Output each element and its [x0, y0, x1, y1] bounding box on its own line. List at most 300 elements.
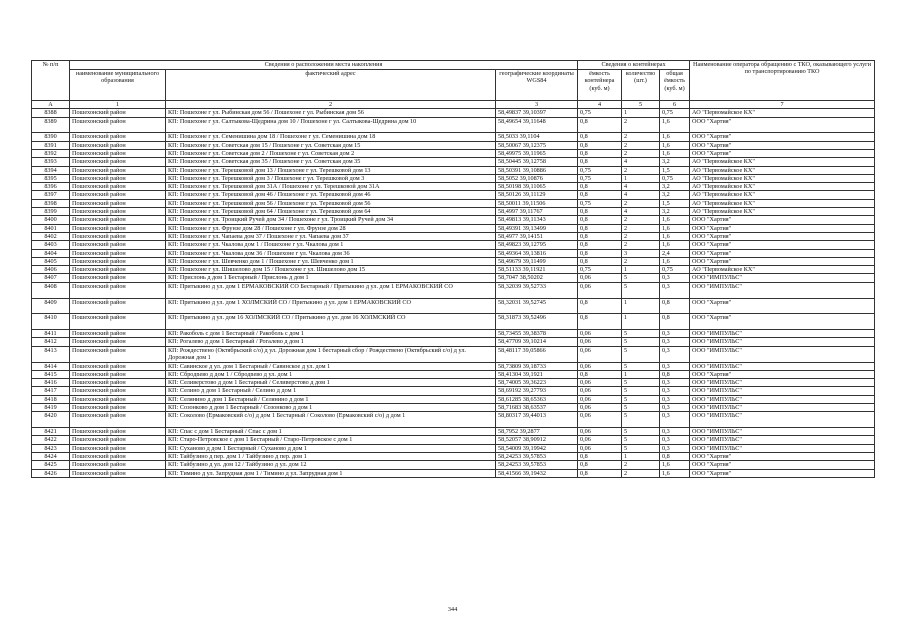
- cell-count: 5: [622, 338, 660, 346]
- cell-number: 8400: [32, 216, 70, 224]
- cell-number: 8426: [32, 469, 70, 477]
- cell-capacity: 0,75: [578, 266, 622, 274]
- cell-coordinates: 58,74005 39,36223: [496, 379, 578, 387]
- cell-operator: ООО "ИМПУЛЬС": [690, 338, 875, 346]
- cell-coordinates: 58,41566 39,19432: [496, 469, 578, 477]
- cell-operator: ООО "ИМПУЛЬС": [690, 346, 875, 362]
- cell-address: КП: Пошехоне г ул. Рыбинская дом 56 / Пошехоне г ул. Рыбинская дом 56: [166, 109, 496, 117]
- cell-municipality: Пошехонский район: [70, 183, 166, 191]
- cell-coordinates: 58,50445 39,12758: [496, 158, 578, 166]
- cell-number: 8392: [32, 149, 70, 157]
- cell-capacity: 0,06: [578, 338, 622, 346]
- cell-total-volume: 0,3: [660, 395, 690, 403]
- table-row: [32, 444, 875, 452]
- table-row: [32, 149, 875, 157]
- cell-total-volume: 0,3: [660, 330, 690, 338]
- cell-municipality: Пошехонский район: [70, 241, 166, 249]
- cell-count: 2: [622, 166, 660, 174]
- cell-number: 8425: [32, 461, 70, 469]
- cell-total-volume: 0,8: [660, 314, 690, 330]
- cell-capacity: 0,8: [578, 191, 622, 199]
- cell-operator: ООО "Хартия": [690, 216, 875, 224]
- cell-capacity: 0,8: [578, 370, 622, 378]
- cell-coordinates: 58,32031 39,52745: [496, 298, 578, 314]
- cell-operator: ООО "Хартия": [690, 232, 875, 240]
- cell-municipality: Пошехонский район: [70, 428, 166, 436]
- cell-count: 5: [622, 379, 660, 387]
- cell-count: 1: [622, 452, 660, 460]
- cell-operator: ООО "Хартия": [690, 298, 875, 314]
- column-index-cell: 6: [660, 101, 690, 109]
- cell-coordinates: 58,49679 39,11499: [496, 257, 578, 265]
- table-row: [32, 158, 875, 166]
- cell-count: 4: [622, 158, 660, 166]
- cell-municipality: Пошехонский район: [70, 412, 166, 428]
- cell-address: КП: Пошехоне г ул. Шевченко дом 1 / Пошехоне г ул. Шевченко дом 1: [166, 257, 496, 265]
- column-index-cell: 4: [578, 101, 622, 109]
- cell-capacity: 0,8: [578, 117, 622, 133]
- cell-count: 2: [622, 133, 660, 141]
- table-row: [32, 395, 875, 403]
- cell-municipality: Пошехонский район: [70, 149, 166, 157]
- cell-total-volume: 0,3: [660, 436, 690, 444]
- cell-total-volume: 3,2: [660, 183, 690, 191]
- cell-number: 8423: [32, 444, 70, 452]
- cell-coordinates: 58,41304 39,1921: [496, 370, 578, 378]
- table-row: [32, 224, 875, 232]
- cell-coordinates: 58,52057 38,90912: [496, 436, 578, 444]
- cell-coordinates: 58,50198 39,11065: [496, 183, 578, 191]
- table-row: [32, 412, 875, 428]
- cell-count: 1: [622, 174, 660, 182]
- cell-coordinates: 58,4997 39,11767: [496, 208, 578, 216]
- cell-address: КП: Тайбузино д пер. дом 1 / Тайбузино д пер. дом 1: [166, 452, 496, 460]
- cell-coordinates: 58,51133 39,11921: [496, 266, 578, 274]
- cell-capacity: 0,75: [578, 174, 622, 182]
- cell-total-volume: 0,3: [660, 444, 690, 452]
- cell-number: 8411: [32, 330, 70, 338]
- cell-total-volume: 1,6: [660, 133, 690, 141]
- cell-municipality: Пошехонский район: [70, 232, 166, 240]
- table-row: [32, 174, 875, 182]
- cell-address: КП: Тайбузино д ул. дом 12 / Тайбузино д ул. дом 12: [166, 461, 496, 469]
- cell-operator: АО "Первомайское КХ": [690, 266, 875, 274]
- cell-capacity: 0,75: [578, 166, 622, 174]
- header-count: количество (шт.): [622, 70, 660, 101]
- cell-count: 5: [622, 387, 660, 395]
- cell-municipality: Пошехонский район: [70, 141, 166, 149]
- cell-coordinates: 58,49813 39,11343: [496, 216, 578, 224]
- cell-total-volume: 0,75: [660, 266, 690, 274]
- cell-coordinates: 58,49823 39,12795: [496, 241, 578, 249]
- cell-address: КП: Селино д дом 1 Бестарный / Селино д дом 1: [166, 387, 496, 395]
- cell-operator: АО "Первомайское КХ": [690, 208, 875, 216]
- cell-municipality: Пошехонский район: [70, 362, 166, 370]
- cell-operator: АО "Первомайское КХ": [690, 199, 875, 207]
- cell-address: КП: Притыкино д ул. дом 1 ХОЛМСКИЙ СО / Притыкино д ул. дом 1 ЕРМАКОВСКИЙ СО: [166, 298, 496, 314]
- cell-number: 8405: [32, 257, 70, 265]
- cell-count: 5: [622, 330, 660, 338]
- table-row: [32, 133, 875, 141]
- cell-municipality: Пошехонский район: [70, 199, 166, 207]
- cell-address: КП: Рождествено (Октябрьский с/о) д ул. Дорожная дом 1 бестарный сбор / Рождествено (Октябрьский с/о) д ул. Дорожная дом 1: [166, 346, 496, 362]
- column-index-cell: А: [32, 101, 70, 109]
- cell-operator: ООО "Хартия": [690, 370, 875, 378]
- cell-number: 8397: [32, 191, 70, 199]
- header-capacity: ёмкость контейнера (куб. м): [578, 70, 622, 101]
- table-row: [32, 282, 875, 298]
- column-index-cell: 7: [690, 101, 875, 109]
- cell-count: 2: [622, 149, 660, 157]
- table-row: [32, 257, 875, 265]
- header-location-group: Сведения о расположении места накопления: [70, 61, 578, 70]
- table-row: [32, 183, 875, 191]
- cell-operator: ООО "Хартия": [690, 117, 875, 133]
- cell-address: КП: Рогалево д дом 1 Бестарный / Рогалево д дом 1: [166, 338, 496, 346]
- cell-number: 8393: [32, 158, 70, 166]
- cell-number: 8410: [32, 314, 70, 330]
- cell-coordinates: 58,48117 39,05866: [496, 346, 578, 362]
- cell-municipality: Пошехонский район: [70, 117, 166, 133]
- cell-address: КП: Савинское д ул. дом 1 Бестарный / Савинское д ул. дом 1: [166, 362, 496, 370]
- cell-address: КП: Пошехоне г ул. Чкалова дом 1 / Пошехоне г ул. Чкалова дом 1: [166, 241, 496, 249]
- cell-coordinates: 58,61285 38,65363: [496, 395, 578, 403]
- cell-municipality: Пошехонский район: [70, 395, 166, 403]
- cell-count: 2: [622, 461, 660, 469]
- column-index-cell: 3: [496, 101, 578, 109]
- cell-capacity: 0,06: [578, 412, 622, 428]
- cell-coordinates: 58,5033 39,1104: [496, 133, 578, 141]
- table-row: [32, 379, 875, 387]
- cell-address: КП: Пошехоне г ул. Советская дом 15 / Пошехоне г ул. Советская дом 15: [166, 141, 496, 149]
- cell-total-volume: 0,3: [660, 338, 690, 346]
- cell-capacity: 0,8: [578, 133, 622, 141]
- header-num: № п/п: [32, 61, 70, 101]
- table-row: [32, 428, 875, 436]
- table-row: [32, 249, 875, 257]
- cell-operator: ООО "ИМПУЛЬС": [690, 395, 875, 403]
- cell-municipality: Пошехонский район: [70, 404, 166, 412]
- cell-number: 8390: [32, 133, 70, 141]
- cell-coordinates: 58,50391 39,10886: [496, 166, 578, 174]
- cell-address: КП: Пошехоне г ул. Советская дом 2 / Пошехоне г ул. Советская дом 2: [166, 149, 496, 157]
- cell-coordinates: 58,80317 39,44013: [496, 412, 578, 428]
- cell-count: 5: [622, 282, 660, 298]
- cell-municipality: Пошехонский район: [70, 461, 166, 469]
- cell-count: 5: [622, 412, 660, 428]
- cell-coordinates: 58,32039 39,52733: [496, 282, 578, 298]
- table-row: [32, 436, 875, 444]
- cell-municipality: Пошехонский район: [70, 469, 166, 477]
- cell-number: 8395: [32, 174, 70, 182]
- cell-total-volume: 2,4: [660, 249, 690, 257]
- cell-count: 5: [622, 436, 660, 444]
- cell-address: КП: Старо-Петровское с дом 1 Бестарный / Старо-Петровское с дом 1: [166, 436, 496, 444]
- cell-count: 2: [622, 257, 660, 265]
- cell-number: 8414: [32, 362, 70, 370]
- cell-capacity: 0,8: [578, 158, 622, 166]
- cell-number: 8406: [32, 266, 70, 274]
- cell-count: 2: [622, 469, 660, 477]
- cell-coordinates: 58,50011 39,11506: [496, 199, 578, 207]
- cell-operator: ООО "ИМПУЛЬС": [690, 428, 875, 436]
- cell-operator: ООО "ИМПУЛЬС": [690, 412, 875, 428]
- header-municipality: наименование муниципального образования: [70, 70, 166, 101]
- cell-total-volume: 1,6: [660, 149, 690, 157]
- column-index-cell: 1: [70, 101, 166, 109]
- table-row: [32, 314, 875, 330]
- cell-municipality: Пошехонский район: [70, 109, 166, 117]
- cell-coordinates: 58,69192 39,27793: [496, 387, 578, 395]
- cell-coordinates: 58,47709 39,10214: [496, 338, 578, 346]
- cell-operator: ООО "ИМПУЛЬС": [690, 379, 875, 387]
- cell-municipality: Пошехонский район: [70, 298, 166, 314]
- cell-total-volume: 0,3: [660, 428, 690, 436]
- page-number: 344: [447, 606, 458, 613]
- cell-municipality: Пошехонский район: [70, 330, 166, 338]
- cell-capacity: 0,06: [578, 282, 622, 298]
- cell-total-volume: 0,3: [660, 404, 690, 412]
- cell-total-volume: 1,6: [660, 232, 690, 240]
- cell-total-volume: 1,6: [660, 141, 690, 149]
- cell-capacity: 0,06: [578, 379, 622, 387]
- cell-operator: АО "Первомайское КХ": [690, 191, 875, 199]
- cell-count: 1: [622, 314, 660, 330]
- cell-capacity: 0,8: [578, 232, 622, 240]
- cell-address: КП: Пошехоне г ул. Терешковой дом 31А / Пошехоне г ул. Терешковой дом 31А: [166, 183, 496, 191]
- cell-capacity: 0,06: [578, 346, 622, 362]
- cell-total-volume: 1,6: [660, 461, 690, 469]
- cell-capacity: 0,8: [578, 208, 622, 216]
- cell-count: 3: [622, 249, 660, 257]
- cell-coordinates: 58,50067 39,12375: [496, 141, 578, 149]
- cell-capacity: 0,06: [578, 444, 622, 452]
- cell-address: КП: Созонково д дом 1 Бестарный / Созонково д дом 1: [166, 404, 496, 412]
- cell-number: 8416: [32, 379, 70, 387]
- table-row: [32, 346, 875, 362]
- cell-municipality: Пошехонский район: [70, 191, 166, 199]
- cell-municipality: Пошехонский район: [70, 370, 166, 378]
- table-row: [32, 404, 875, 412]
- cell-coordinates: 58,71683 38,63537: [496, 404, 578, 412]
- cell-number: 8422: [32, 436, 70, 444]
- cell-count: 2: [622, 117, 660, 133]
- cell-total-volume: 1,6: [660, 241, 690, 249]
- cell-operator: АО "Первомайское КХ": [690, 166, 875, 174]
- column-index-cell: 5: [622, 101, 660, 109]
- cell-count: 5: [622, 404, 660, 412]
- cell-number: 8417: [32, 387, 70, 395]
- cell-address: КП: Пошехоне г ул. Терешковой дом 64 / Пошехоне г ул. Терешковой дом 64: [166, 208, 496, 216]
- cell-municipality: Пошехонский район: [70, 249, 166, 257]
- cell-capacity: 0,8: [578, 257, 622, 265]
- cell-capacity: 0,8: [578, 241, 622, 249]
- table-row: [32, 109, 875, 117]
- cell-capacity: 0,06: [578, 330, 622, 338]
- cell-capacity: 0,8: [578, 149, 622, 157]
- cell-municipality: Пошехонский район: [70, 314, 166, 330]
- cell-number: 8398: [32, 199, 70, 207]
- cell-total-volume: 1,6: [660, 224, 690, 232]
- table-row: [32, 469, 875, 477]
- cell-number: 8407: [32, 274, 70, 282]
- cell-municipality: Пошехонский район: [70, 174, 166, 182]
- cell-address: КП: Спас с дом 1 Бестарный / Спас с дом 1: [166, 428, 496, 436]
- cell-operator: АО "Первомайское КХ": [690, 109, 875, 117]
- cell-operator: АО "Первомайское КХ": [690, 158, 875, 166]
- cell-municipality: Пошехонский район: [70, 208, 166, 216]
- cell-number: 8408: [32, 282, 70, 298]
- cell-address: КП: Суханово д дом 1 Бестарный / Суханово д дом 1: [166, 444, 496, 452]
- cell-address: КП: Пошехоне г ул. Чкалова дом 36 / Пошехоне г ул. Чкалова дом 36: [166, 249, 496, 257]
- cell-coordinates: 58,54009 39,19942: [496, 444, 578, 452]
- cell-operator: ООО "Хартия": [690, 149, 875, 157]
- cell-municipality: Пошехонский район: [70, 379, 166, 387]
- cell-address: КП: Притыкино д ул. дом 1 ЕРМАКОВСКИЙ СО Бестарный / Притыкино д ул. дом 1 ЕРМАКОВСКИЙ СО: [166, 282, 496, 298]
- cell-address: КП: Пошехоне г ул. Терешковой дом 56 / Пошехоне г ул. Терешковой дом 56: [166, 199, 496, 207]
- table-row: [32, 232, 875, 240]
- cell-number: 8402: [32, 232, 70, 240]
- cell-coordinates: 58,49975 39,11965: [496, 149, 578, 157]
- table-row: [32, 461, 875, 469]
- table-row: [32, 117, 875, 133]
- cell-count: 5: [622, 274, 660, 282]
- cell-coordinates: 58,49654 39,11648: [496, 117, 578, 133]
- cell-capacity: 0,8: [578, 141, 622, 149]
- cell-address: КП: Пошехоне г ул. Салтыкова-Щедрина дом 10 / Пошехоне г ул. Салтыкова-Щедрина дом 10: [166, 117, 496, 133]
- cell-address: КП: Притыкино д ул. дом 16 ХОЛМСКИЙ СО / Притыкино д ул. дом 16 ХОЛМСКИЙ СО: [166, 314, 496, 330]
- cell-municipality: Пошехонский район: [70, 133, 166, 141]
- cell-address: КП: Селиверстово д дом 1 Бестарный / Селиверстово д дом 1: [166, 379, 496, 387]
- cell-count: 4: [622, 191, 660, 199]
- cell-count: 5: [622, 428, 660, 436]
- cell-total-volume: 0,3: [660, 274, 690, 282]
- header-operator: Наименование оператора обращению с ТКО, оказывающего услуги по транспортированию ТКО: [690, 61, 875, 101]
- cell-operator: ООО "ИМПУЛЬС": [690, 404, 875, 412]
- container-sites-table: [31, 60, 875, 478]
- table-row: [32, 216, 875, 224]
- cell-municipality: Пошехонский район: [70, 224, 166, 232]
- cell-total-volume: 1,6: [660, 216, 690, 224]
- cell-total-volume: 0,8: [660, 298, 690, 314]
- cell-operator: ООО "Хартия": [690, 249, 875, 257]
- cell-municipality: Пошехонский район: [70, 282, 166, 298]
- cell-address: КП: Пошехоне г ул. Советская дом 35 / Пошехоне г ул. Советская дом 35: [166, 158, 496, 166]
- cell-operator: ООО "ИМПУЛЬС": [690, 362, 875, 370]
- cell-municipality: Пошехонский район: [70, 274, 166, 282]
- cell-total-volume: 0,3: [660, 346, 690, 362]
- cell-coordinates: 58,31873 39,52496: [496, 314, 578, 330]
- cell-total-volume: 0,3: [660, 412, 690, 428]
- cell-municipality: Пошехонский район: [70, 158, 166, 166]
- cell-operator: ООО "ИМПУЛЬС": [690, 436, 875, 444]
- cell-capacity: 0,06: [578, 395, 622, 403]
- cell-capacity: 0,8: [578, 469, 622, 477]
- cell-municipality: Пошехонский район: [70, 338, 166, 346]
- cell-total-volume: 1,6: [660, 469, 690, 477]
- column-index-cell: 2: [166, 101, 496, 109]
- cell-address: КП: Пошехоне г ул. Терешковой дом 13 / Пошехоне г ул. Терешковой дом 13: [166, 166, 496, 174]
- table-row: [32, 338, 875, 346]
- cell-count: 4: [622, 183, 660, 191]
- cell-municipality: Пошехонский район: [70, 444, 166, 452]
- cell-address: КП: Пошехоне г ул. Чапаева дом 37 / Пошехоне г ул. Чапаева дом 37: [166, 232, 496, 240]
- cell-count: 2: [622, 199, 660, 207]
- cell-address: КП: Пошехоне г ул. Семенишина дом 18 / Пошехоне г ул. Семенишина дом 18: [166, 133, 496, 141]
- cell-capacity: 0,8: [578, 461, 622, 469]
- cell-total-volume: 0,3: [660, 379, 690, 387]
- table-row: [32, 362, 875, 370]
- cell-number: 8404: [32, 249, 70, 257]
- cell-count: 1: [622, 370, 660, 378]
- cell-total-volume: 3,2: [660, 191, 690, 199]
- cell-operator: ООО "ИМПУЛЬС": [690, 387, 875, 395]
- cell-capacity: 0,06: [578, 387, 622, 395]
- cell-municipality: Пошехонский район: [70, 436, 166, 444]
- cell-number: 8403: [32, 241, 70, 249]
- cell-number: 8419: [32, 404, 70, 412]
- cell-coordinates: 58,24253 39,57853: [496, 452, 578, 460]
- table-row: [32, 274, 875, 282]
- table-row: [32, 141, 875, 149]
- cell-count: 5: [622, 362, 660, 370]
- cell-number: 8424: [32, 452, 70, 460]
- cell-number: 8415: [32, 370, 70, 378]
- cell-operator: ООО "ИМПУЛЬС": [690, 330, 875, 338]
- cell-operator: ООО "Хартия": [690, 224, 875, 232]
- cell-address: КП: Пошехоне г ул. Терешковой дом 3 / Пошехоне г ул. Терешковой дом 3: [166, 174, 496, 182]
- cell-operator: ООО "ИМПУЛЬС": [690, 444, 875, 452]
- cell-count: 1: [622, 109, 660, 117]
- cell-address: КП: Пошехоне г ул. Фрунзе дом 28 / Пошехоне г ул. Фрунзе дом 28: [166, 224, 496, 232]
- cell-address: КП: Ракоболь с дом 1 Бестарный / Ракоболь с дом 1: [166, 330, 496, 338]
- header-address: фактический адрес: [166, 70, 496, 101]
- cell-coordinates: 58,49364 39,13816: [496, 249, 578, 257]
- cell-operator: ООО "Хартия": [690, 257, 875, 265]
- cell-total-volume: 0,3: [660, 362, 690, 370]
- cell-capacity: 0,06: [578, 436, 622, 444]
- cell-address: КП: Сбродnево д дом 1 / Сбродnево д ул. дом 1: [166, 370, 496, 378]
- cell-number: 8391: [32, 141, 70, 149]
- cell-total-volume: 1,6: [660, 257, 690, 265]
- cell-operator: ООО "Хартия": [690, 461, 875, 469]
- cell-capacity: 0,75: [578, 199, 622, 207]
- cell-coordinates: 58,49391 39,13499: [496, 224, 578, 232]
- cell-operator: ООО "ИМПУЛЬС": [690, 282, 875, 298]
- table-row: [32, 387, 875, 395]
- cell-operator: ООО "Хартия": [690, 133, 875, 141]
- cell-number: 8421: [32, 428, 70, 436]
- cell-capacity: 0,8: [578, 452, 622, 460]
- cell-total-volume: 0,75: [660, 109, 690, 117]
- cell-count: 2: [622, 232, 660, 240]
- cell-capacity: 0,8: [578, 298, 622, 314]
- column-index-row: [32, 101, 875, 109]
- header-total: общая ёмкость (куб. м): [660, 70, 690, 101]
- cell-number: 8401: [32, 224, 70, 232]
- header-coords: географические координаты WGS84: [496, 70, 578, 101]
- cell-count: 1: [622, 298, 660, 314]
- cell-coordinates: 58,24253 39,57853: [496, 461, 578, 469]
- table-row: [32, 208, 875, 216]
- cell-address: КП: Прислонь д дом 1 Бестарный / Прислонь д дом 1: [166, 274, 496, 282]
- cell-total-volume: 1,5: [660, 199, 690, 207]
- cell-address: КП: Соколово (Ермаковский с/о) д дом 1 Бестарный / Соколово (Ермаковский с/о) д дом 1: [166, 412, 496, 428]
- cell-count: 1: [622, 266, 660, 274]
- cell-total-volume: 0,75: [660, 174, 690, 182]
- cell-municipality: Пошехонский район: [70, 387, 166, 395]
- table-row: [32, 370, 875, 378]
